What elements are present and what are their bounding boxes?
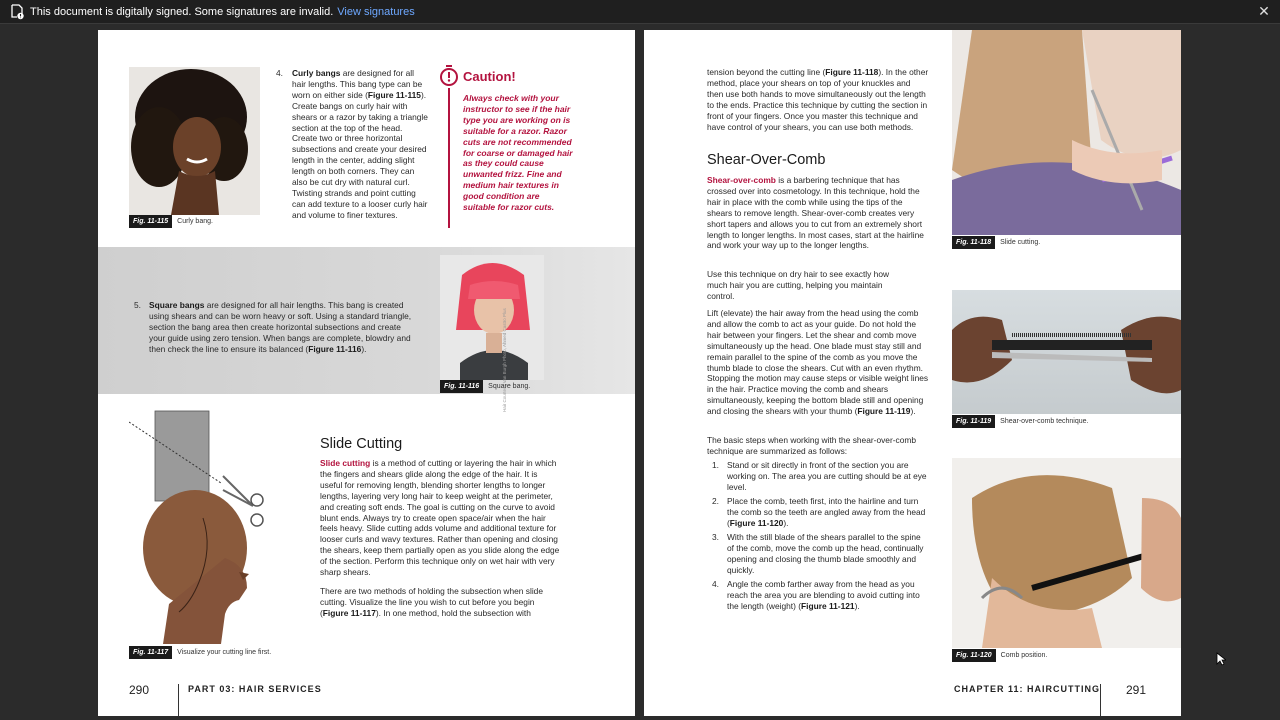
caution-icon [439,65,459,87]
item-5-number: 5. [134,300,141,310]
step-number: 2. [712,496,719,506]
signature-message: This document is digitally signed. Some signatures are invalid. [30,5,334,18]
caution-divider [448,88,450,228]
slide-cutting-continued: tension beyond the cutting line (Figure 11-118). In the other method, place your shears on top of your knuckles and then use both hands to move simultaneously out the length to the ends. Practice this technique by cutting the section in front of your fingers. Once you master this technique and have control of your shears, you can use both methods. [707,67,929,132]
curly-bangs-paragraph: Curly bangs are designed for all hair lengths. This bang type can be worn on either side (Figure 11-115). Create bangs on curly hair with shears or a razor by taking a triangle section at the top of the head. Create two or three horizontal subsections and create your desired length in the center, adding slight length on both corners. They can also be cut dry with natural curl. Twisting strands and point cutting can add texture to a looser curly hair and volume to finer textures. [292,68,428,220]
step-text: Stand or sit directly in front of the section you are working on. The area you are cutting should be at eye level. [727,460,927,492]
step-number: 1. [712,460,719,470]
fig-118-caption: Fig. 11-118 Slide cutting. [952,236,1040,249]
step-text: Place the comb, teeth first, into the hairline and turn the comb so the teeth are angled away from the head (Figure 11-120). [727,496,926,528]
page-number-291: 291 [1126,683,1147,697]
shear-over-comb-photo [952,290,1181,414]
lift-paragraph: Lift (elevate) the hair away from the head using the comb and allow the comb to act as your guide. Do not hold the hair between your fingers. Let the shear and comb move simultaneously up the head. One blade must stay still and remain parallel to the spine of the comb as you move the thumb blade to close the shears. Cut with an even rhythm. Stopping the motion may cause steps or visible weight lines in the hair. Practice moving the comb and shears simultaneously, keeping the bottom blade still and opening and closing the shears with your thumb (Figure 11-119). [707,308,929,417]
step-text: Angle the comb farther away from the head as you reach the area you are blending to avoid cutting into the length (weight) (Figure 11-121). [727,579,920,611]
part-label: PART 03: HAIR SERVICES [188,684,322,694]
photo-credit: Hair Courtesy Van Burgh Photo, Ahmed Castro Plus [502,308,507,412]
step-text: With the still blade of the shears parallel to the spine of the comb, move the comb up the head, continually opening and closing the thumb blade smoothly and quickly. [727,532,924,575]
slide-cutting-methods-paragraph: There are two methods of holding the subsection when slide cutting. Visualize the line you wish to cut before you begin (Figure 11-117). In one method, hold the subsection with [320,586,544,618]
slide-cutting-paragraph: Slide cutting is a method of cutting or layering the hair in which the fingers and shears glide along the edge of the hair. It is useful for removing length, blending shorter lengths to longer lengths, layering very long hair to keep weight at the perimeter, and creating soft ends. The goal is cutting on the curve to avoid blunt ends. Always try to create open space/air when the hair feels heavy. Slide cutting adds volume and additional texture for looser curls and wavy textures. Rather than opening and closing the shears, keep them partially open as you slide along the edge of the section. Perform this technique only on wet hair with very sharp shears. [320,458,560,578]
step-number: 3. [712,532,719,542]
footer-divider [1100,684,1101,716]
dry-hair-paragraph: Use this technique on dry hair to see exactly how much hair you are cutting, helping you maintain control. [707,269,890,301]
slide-cutting-photo [952,30,1181,235]
slide-cutting-heading: Slide Cutting [320,436,403,452]
chapter-label: CHAPTER 11: HAIRCUTTING [954,684,1101,694]
page-number-290: 290 [129,683,150,697]
square-bang-photo [440,255,544,380]
fig-119-caption: Fig. 11-119 Shear-over-comb technique. [952,415,1088,428]
page-291 [644,30,1181,716]
footer-divider [178,684,179,716]
caution-text: Always check with your instructor to see if the hair type you are working on is suitable for a razor. Razor cuts are not recommended for coarse or damaged hair as they could cause unwanted frizz. Fine and medium hair textures in good condition are suitable for razor cuts. [463,93,573,213]
certificate-warning-icon [8,3,26,21]
fig-116-caption: Fig. 11-116 Square bang. [440,380,530,393]
view-signatures-link[interactable]: View signatures [337,5,415,18]
curly-bang-photo [129,67,260,215]
step-number: 4. [712,579,719,589]
mouse-cursor [1216,652,1226,666]
square-bangs-paragraph: Square bangs are designed for all hair lengths. This bang is created using shears and can be worn heavy or soft. Using a standard triangle, section the bang area then create horizontal subsections and create your guide using zero tension. When bangs are complete, blowdry and then check the line to ensure its balanced (Figure 11-116). [149,300,412,354]
fig-115-caption: Fig. 11-115 Curly bang. [129,215,213,228]
signature-bar [0,0,1280,24]
shear-over-comb-paragraph: Shear-over-comb is a barbering technique that has crossed over into cosmetology. In this technique, hold the hair in place with the comb while using the tips of the shears to remove length. Shear-over-comb creates very short tapers and allows you to cut from an extremely short length to longer lengths. In most cases, start at the hairline and work your way up to the longer lengths. [707,175,924,251]
cutting-line-illustration [129,408,289,646]
fig-120-caption: Fig. 11-120 Comb position. [952,649,1047,662]
shear-over-comb-heading: Shear-Over-Comb [707,152,826,168]
caution-title: Caution! [463,69,516,84]
page-290 [98,30,635,716]
steps-intro: The basic steps when working with the shear-over-comb technique are summarized as follows: [707,435,917,456]
comb-position-photo [952,458,1181,648]
item-4-number: 4. [276,68,283,78]
close-icon[interactable]: ✕ [1258,3,1270,19]
fig-117-caption: Fig. 11-117 Visualize your cutting line first. [129,646,271,659]
